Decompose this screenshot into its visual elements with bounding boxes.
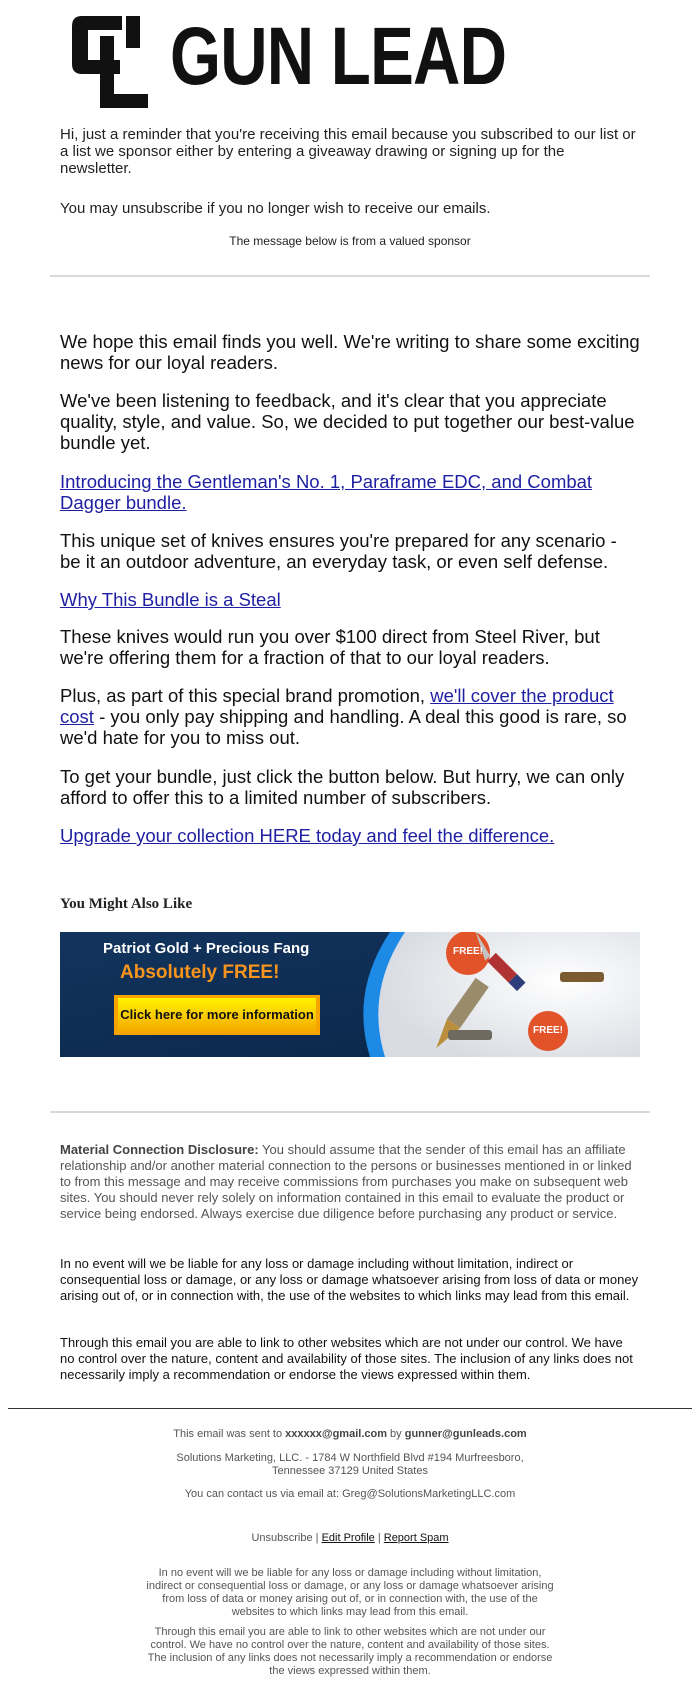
- banner-subtitle: Absolutely FREE!: [120, 962, 280, 983]
- also-like-heading: You Might Also Like: [60, 896, 193, 912]
- footer-liability: In no event will we be liable for any loss or damage including without limitation, indirect or consequential loss or damage, or any loss or damage whatsoever arising from loss of data or money arising out of, or in connection with, the use of the websites to which links may lead from this email.: [146, 1567, 554, 1618]
- material-disclosure: Material Connection Disclosure: You should assume that the sender of this email has an affiliate relationship and/or another material connection to the persons or businesses mentioned in or linked to from this message and may receive commissions from purchases you make on subsequent web sites. You should never rely solely on information contained in this email to evaluate the product or service being endorsed. Always exercise due diligence before purchasing any product or service.: [60, 1142, 632, 1221]
- report-spam-link[interactable]: Report Spam: [383, 1532, 449, 1544]
- divider: [50, 1111, 650, 1113]
- subscription-reminder: Hi, just a reminder that you're receiving this email because you subscribed to our list or a list we sponsor either by entering a giveaway drawing or signing up for the newsletter.: [60, 126, 636, 177]
- message-paragraph-4: These knives would run you over $100 direct from Steel River, but we're offering them for a fraction of that to our loyal readers.: [60, 626, 600, 668]
- external-links-disclaimer: Through this email you are able to link to other websites which are not under our control. We have no control over the nature, content and availability of those sites. The inclusion of any links does not necessarily imply a recommendation or endorse the views expressed within them.: [60, 1335, 633, 1382]
- bundle-link[interactable]: Introducing the Gentleman's No. 1, Paraframe EDC, and Combat Dagger bundle.: [60, 471, 593, 513]
- message-paragraph-1: We hope this email finds you well. We're writing to share some exciting news for our loyal readers.: [60, 331, 640, 373]
- edit-profile-link[interactable]: Edit Profile: [321, 1532, 375, 1544]
- message-paragraph-6: To get your bundle, just click the button below. But hurry, we can only afford to offer this to a limited number of subscribers.: [60, 766, 625, 808]
- promo-banner[interactable]: [60, 932, 640, 1057]
- banner-cta-button[interactable]: Click here for more information: [120, 1007, 314, 1022]
- free-badge-2: FREE!: [533, 1025, 563, 1036]
- divider: [50, 275, 650, 277]
- banner-title: Patriot Gold + Precious Fang: [103, 940, 310, 957]
- sent-to-line: This email was sent to xxxxxx@gmail.com by gunner@gunleads.com: [173, 1428, 527, 1440]
- liability-disclaimer: In no event will we be liable for any loss or damage including without limitation, indirect or consequential loss or damage, or any loss or damage whatsoever arising from loss of data or money arising out of, or in connection with, the use of the websites to which links may lead from this email.: [60, 1256, 639, 1303]
- message-paragraph-3: This unique set of knives ensures you're prepared for any scenario - be it an outdoor adventure, an everyday task, or even self defense.: [60, 530, 617, 572]
- unsubscribe-link[interactable]: Unsubscribe: [251, 1532, 313, 1544]
- product-cost-link[interactable]: we'll cover the product cost: [60, 685, 614, 727]
- free-badge-1: FREE!: [453, 946, 483, 957]
- company-address: Solutions Marketing, LLC. - 1784 W Northfield Blvd #194 Murfreesboro, Tennessee 37129 United States: [176, 1452, 524, 1477]
- sponsor-note: The message below is from a valued sponsor: [229, 234, 471, 248]
- contact-line: You can contact us via email at: Greg@SolutionsMarketingLLC.com: [184, 1488, 516, 1500]
- upgrade-link[interactable]: Upgrade your collection HERE today and feel the difference.: [60, 825, 555, 846]
- footer-links: Unsubscribe | Edit Profile | Report Spam: [251, 1532, 449, 1544]
- footer-divider: [8, 1408, 692, 1409]
- footer-external-links: Through this email you are able to link to other websites which are not under our control. We have no control over the nature, content and availability of those sites. The inclusion of any links does not necessarily imply a recommendation or endorse the views expressed within them.: [147, 1626, 553, 1677]
- brand-monogram-icon: [70, 12, 170, 108]
- unsubscribe-note: You may unsubscribe if you no longer wish to receive our emails.: [60, 200, 491, 217]
- brand-name: GUN LEAD: [170, 11, 507, 102]
- why-steal-link[interactable]: Why This Bundle is a Steal: [60, 589, 281, 610]
- message-paragraph-2: We've been listening to feedback, and it's clear that you appreciate quality, style, and value. So, we decided to put together our best-value bundle yet.: [60, 390, 635, 453]
- message-paragraph-5: Plus, as part of this special brand promotion, we'll cover the product cost - you only pay shipping and handling. A deal this good is rare, so we'd hate for you to miss out.: [60, 685, 627, 748]
